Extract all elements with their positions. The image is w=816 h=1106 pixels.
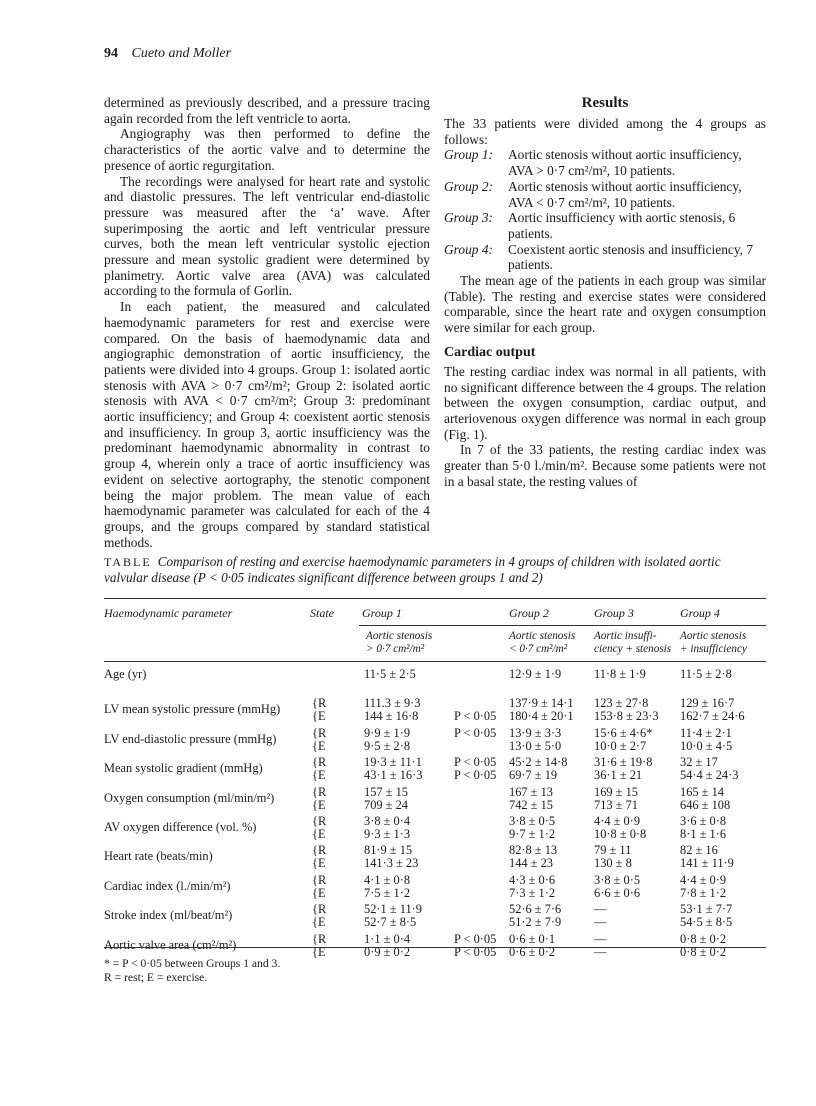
subheader-group1-line1: Aortic stenosis <box>366 630 433 642</box>
group-label: Group 1: <box>444 147 493 163</box>
p-value-exercise: P < 0·05 <box>454 768 497 783</box>
header-parameter: Haemodynamic parameter <box>104 606 233 620</box>
p-value-rest: P < 0·05 <box>454 725 497 740</box>
p-value-rest: P < 0·05 <box>454 931 497 946</box>
table-bottom-rule <box>104 947 766 948</box>
group-text: Coexistent aortic stenosis and insufficiency, 7 patients. <box>508 241 754 273</box>
table-row <box>104 873 766 903</box>
table-subheader-rule <box>104 661 766 662</box>
group-item <box>444 210 766 241</box>
group3-value-rest: 3·8 ± 0·5 <box>594 872 641 887</box>
group1-value-exercise: 43·1 ± 16·3 <box>364 768 423 783</box>
row-parameter: Aortic valve area (cm²/m²) <box>104 937 237 952</box>
subheader-group4-line2: + insufficiency <box>680 643 747 655</box>
group3-value-exercise: 10·8 ± 0·8 <box>594 827 647 841</box>
group2-value-exercise: 180·4 ± 20·1 <box>509 709 574 724</box>
group1-value-exercise: 9·5 ± 2·8 <box>364 738 411 753</box>
group1-value-exercise: 9·3 ± 1·3 <box>364 827 411 841</box>
group3-value-exercise: 153·8 ± 23·3 <box>594 709 659 724</box>
group2-value-rest: 137·9 ± 14·1 <box>509 696 574 711</box>
row-state-exercise: {E <box>312 915 326 930</box>
body-paragraph: determined as previously described, and a pressure tracing again recorded from the left ventricle to aorta. <box>104 95 430 126</box>
row-parameter: AV oxygen difference (vol. %) <box>104 820 257 834</box>
results-intro: The 33 patients were divided among the 4 groups as follows: <box>444 116 766 147</box>
group4-value-exercise: 54·4 ± 24·3 <box>680 768 739 783</box>
group4-value-rest: 129 ± 16·7 <box>680 696 735 711</box>
row-state-exercise: {E <box>312 738 326 753</box>
footnote: R = rest; E = exercise. <box>104 971 208 984</box>
group2-value-rest: 45·2 ± 14·8 <box>509 755 568 770</box>
group1-value-rest: 4·1 ± 0·8 <box>364 872 411 887</box>
row-state-rest: {R <box>312 814 327 828</box>
group1-value-exercise: 52·7 ± 8·5 <box>364 915 417 930</box>
group2-value-rest: 52·6 ± 7·6 <box>509 902 562 917</box>
group2-value-exercise: 0·6 ± 0·2 <box>509 944 556 959</box>
group-item <box>444 242 766 273</box>
group2-value-rest: 0·6 ± 0·1 <box>509 931 556 946</box>
group-text: Aortic stenosis without aortic insufficiency, AVA > 0·7 cm²/m², 10 patients. <box>508 147 742 179</box>
group3-value-rest: 79 ± 11 <box>594 843 632 858</box>
group1-value-exercise: 0·9 ± 0·2 <box>364 944 411 959</box>
group2-value-exercise: 69·7 ± 19 <box>509 768 558 783</box>
group4-value-rest: 11·4 ± 2·1 <box>680 725 732 740</box>
group1-value-exercise: 709 ± 24 <box>364 797 408 812</box>
group1-value-exercise: 144 ± 16·8 <box>364 709 419 724</box>
row-parameter: Mean systolic gradient (mmHg) <box>104 761 263 776</box>
group1-value-rest: 81·9 ± 15 <box>364 843 413 858</box>
body-paragraph: In 7 of the 33 patients, the resting cardiac index was greater than 5·0 l./min/m². Because some patients were not in a basal state, the resting values of <box>444 442 766 489</box>
table-row <box>104 667 766 697</box>
group1-value-rest: 52·1 ± 11·9 <box>364 902 422 917</box>
row-parameter: Stroke index (ml/beat/m²) <box>104 908 233 923</box>
row-parameter: Age (yr) <box>104 667 147 681</box>
table-label: TABLE <box>104 555 152 569</box>
header-group3: Group 3 <box>594 606 634 620</box>
row-state-rest: {R <box>312 725 327 740</box>
group4-value-exercise: 141 ± 11·9 <box>680 856 734 871</box>
group4-value-rest: 4·4 ± 0·9 <box>680 872 727 887</box>
row-parameter: Heart rate (beats/min) <box>104 849 213 864</box>
header-group4: Group 4 <box>680 606 720 620</box>
row-parameter: LV mean systolic pressure (mmHg) <box>104 702 281 717</box>
row-state-exercise: {E <box>312 944 326 959</box>
table-row <box>104 814 766 844</box>
subheader-group2-line1: Aortic stenosis <box>509 630 576 642</box>
group1-value-rest: 19·3 ± 11·1 <box>364 755 422 770</box>
group4-value-rest: 32 ± 17 <box>680 755 718 770</box>
running-title: Cueto and Moller <box>131 46 232 61</box>
header-group1: Group 1 <box>362 606 402 620</box>
table-caption-text: Comparison of resting and exercise haemodynamic parameters in 4 groups of children with isolated aortic valvular disease (P < 0·05 indicates significant difference between groups 1 and 2) <box>104 554 721 585</box>
row-parameter: Cardiac index (l./min/m²) <box>104 878 231 893</box>
group2-value-rest: 12·9 ± 1·9 <box>509 667 562 681</box>
row-state-rest: {R <box>312 696 327 711</box>
group1-value-rest: 3·8 ± 0·4 <box>364 814 411 828</box>
group4-value-rest: 165 ± 14 <box>680 784 724 799</box>
group-label: Group 4: <box>444 241 493 257</box>
p-value-rest: P < 0·05 <box>454 755 497 770</box>
table-row <box>104 785 766 815</box>
group3-value-rest: — <box>594 931 607 946</box>
header-state: State <box>310 606 334 620</box>
group3-value-rest: 15·6 ± 4·6* <box>594 725 653 740</box>
group3-value-exercise: 130 ± 8 <box>594 856 632 871</box>
body-paragraph: Angiography was then performed to define the characteristics of the aortic valve and to determine the presence of aortic regurgitation. <box>104 126 430 173</box>
group4-value-exercise: 646 ± 108 <box>680 797 731 812</box>
row-state-rest: {R <box>312 755 327 770</box>
row-state-exercise: {E <box>312 856 326 871</box>
subheader-group2-line2: < 0·7 cm²/m² <box>509 643 568 655</box>
row-state-exercise: {E <box>312 768 326 783</box>
body-paragraph: The mean age of the patients in each group was similar (Table). The resting and exercise states were considered comparable, since the heart rate and oxygen consumption were similar for each group. <box>444 273 766 336</box>
group4-value-rest: 53·1 ± 7·7 <box>680 902 733 917</box>
p-value-exercise: P < 0·05 <box>454 709 497 724</box>
group3-value-rest: 169 ± 15 <box>594 784 638 799</box>
body-paragraph: In each patient, the measured and calculated haemodynamic parameters for rest and exercise were compared. On the basis of haemodynamic data and angiographic demonstration of aortic insufficiency, the patients were divided into 4 groups. Group 1: isolated aortic stenosis with AVA > 0·7 cm²/m²; Group 2: isolated aortic stenosis with AVA < 0·7 cm²/m²; Group 3: predominant aortic insufficiency; and Group 4: coexistent aortic stenosis and insufficiency. In group 3, aortic insufficiency was the predominant haemodynamic abnormality in contrast to group 4, wherein only a trace of aortic insufficiency was evident on selective aortography, the stenotic component being the major problem. The mean value of each haemodynamic parameter was calculated for each of the 4 groups, and the groups compared by standard statistical methods. <box>104 299 430 550</box>
group2-value-rest: 4·3 ± 0·6 <box>509 872 556 887</box>
group2-value-rest: 82·8 ± 13 <box>509 843 558 858</box>
group1-value-rest: 157 ± 15 <box>364 784 408 799</box>
group-label: Group 3: <box>444 210 493 226</box>
row-state-exercise: {E <box>312 827 326 841</box>
cardiac-output-heading: Cardiac output <box>444 344 536 360</box>
group3-value-exercise: 36·1 ± 21 <box>594 768 643 783</box>
subheader-group4-line1: Aortic stenosis <box>680 630 747 642</box>
group4-value-exercise: 162·7 ± 24·6 <box>680 709 745 724</box>
group1-value-rest: 9·9 ± 1·9 <box>364 725 411 740</box>
row-state-exercise: {E <box>312 709 326 724</box>
group2-value-exercise: 742 ± 15 <box>509 797 553 812</box>
p-value-exercise: P < 0·05 <box>454 944 497 959</box>
group1-value-rest: 1·1 ± 0·4 <box>364 931 411 946</box>
header-group2: Group 2 <box>509 606 549 620</box>
row-state-rest: {R <box>312 872 327 887</box>
group2-value-exercise: 7·3 ± 1·2 <box>509 885 556 900</box>
running-header <box>104 46 231 62</box>
group1-value-exercise: 141·3 ± 23 <box>364 856 419 871</box>
page-number: 94 <box>104 46 118 61</box>
row-parameter: LV end-diastolic pressure (mmHg) <box>104 731 277 746</box>
body-paragraph: The resting cardiac index was normal in all patients, with no significant difference between the 4 groups. The relation between the oxygen consumption, cardiac output, and arteriovenous oxygen difference was normal in each group (Fig. 1). <box>444 363 766 442</box>
group3-value-exercise: — <box>594 915 607 930</box>
group2-value-rest: 3·8 ± 0·5 <box>509 814 556 828</box>
group1-value-exercise: 7·5 ± 1·2 <box>364 885 411 900</box>
group3-value-exercise: 6·6 ± 0·6 <box>594 885 641 900</box>
group-item <box>444 179 766 210</box>
table-row <box>104 726 766 756</box>
group3-value-rest: 123 ± 27·8 <box>594 696 649 711</box>
row-state-rest: {R <box>312 784 327 799</box>
group2-value-rest: 13·9 ± 3·3 <box>509 725 562 740</box>
left-column <box>104 95 430 550</box>
table-row <box>104 843 766 873</box>
group3-value-rest: 4·4 ± 0·9 <box>594 814 641 828</box>
group4-value-rest: 82 ± 16 <box>680 843 718 858</box>
group3-value-rest: — <box>594 902 607 917</box>
row-state-rest: {R <box>312 843 327 858</box>
right-column <box>444 95 766 489</box>
group3-value-rest: 11·8 ± 1·9 <box>594 667 646 681</box>
group3-value-rest: 31·6 ± 19·8 <box>594 755 653 770</box>
table-row <box>104 755 766 785</box>
group-text: Aortic stenosis without aortic insufficiency, AVA < 0·7 cm²/m², 10 patients. <box>508 178 742 210</box>
group3-value-exercise: 713 ± 71 <box>594 797 638 812</box>
subheader-group3-line2: ciency + stenosis <box>594 643 672 655</box>
row-state-rest: {R <box>312 931 327 946</box>
group4-value-exercise: 10·0 ± 4·5 <box>680 738 733 753</box>
body-paragraph: The recordings were analysed for heart rate and systolic and diastolic pressures. The left ventricular end-diastolic pressure was measured after the ‘a’ wave. After superimposing the aortic and left ventricular pressure curves, both the mean left ventricular systolic ejection pressure and mean systolic gradient were determined by planimetry. Aortic valve area (AVA) was calculated according to the formula of Gorlin. <box>104 173 430 299</box>
row-state-exercise: {E <box>312 797 326 812</box>
group-item <box>444 147 766 178</box>
group-text: Aortic insufficiency with aortic stenosis, 6 patients. <box>508 210 736 241</box>
table-header-row <box>104 606 766 622</box>
group2-value-exercise: 9·7 ± 1·2 <box>509 827 556 841</box>
table-row <box>104 902 766 932</box>
table-caption <box>104 554 764 586</box>
group4-value-rest: 0·8 ± 0·2 <box>680 931 727 946</box>
table-top-rule <box>104 598 766 599</box>
subheader-group3-line1: Aortic insuffi- <box>594 630 657 642</box>
group2-value-rest: 167 ± 13 <box>509 784 553 799</box>
table-header-rule <box>359 625 766 626</box>
table-row <box>104 696 766 726</box>
group2-value-exercise: 13·0 ± 5·0 <box>509 738 562 753</box>
group4-value-exercise: 0·8 ± 0·2 <box>680 944 727 959</box>
group4-value-exercise: 8·1 ± 1·6 <box>680 827 727 841</box>
footnote: * = P < 0·05 between Groups 1 and 3. <box>104 957 281 970</box>
group4-value-rest: 3·6 ± 0·8 <box>680 814 727 828</box>
group3-value-exercise: 10·0 ± 2·7 <box>594 738 647 753</box>
subheader-group1-line2: > 0·7 cm²/m² <box>366 643 425 655</box>
results-heading: Results <box>581 95 629 111</box>
group1-value-rest: 111.3 ± 9·3 <box>364 696 421 711</box>
row-parameter: Oxygen consumption (ml/min/m²) <box>104 790 275 805</box>
group1-value-rest: 11·5 ± 2·5 <box>364 667 416 681</box>
group2-value-exercise: 144 ± 23 <box>509 856 553 871</box>
group4-value-rest: 11·5 ± 2·8 <box>680 667 732 681</box>
group4-value-exercise: 7·8 ± 1·2 <box>680 885 727 900</box>
group3-value-exercise: — <box>594 944 607 959</box>
group4-value-exercise: 54·5 ± 8·5 <box>680 915 733 930</box>
table-subheader-row <box>104 630 766 658</box>
row-state-exercise: {E <box>312 885 326 900</box>
group-label: Group 2: <box>444 178 493 194</box>
group2-value-exercise: 51·2 ± 7·9 <box>509 915 562 930</box>
row-state-rest: {R <box>312 902 327 917</box>
